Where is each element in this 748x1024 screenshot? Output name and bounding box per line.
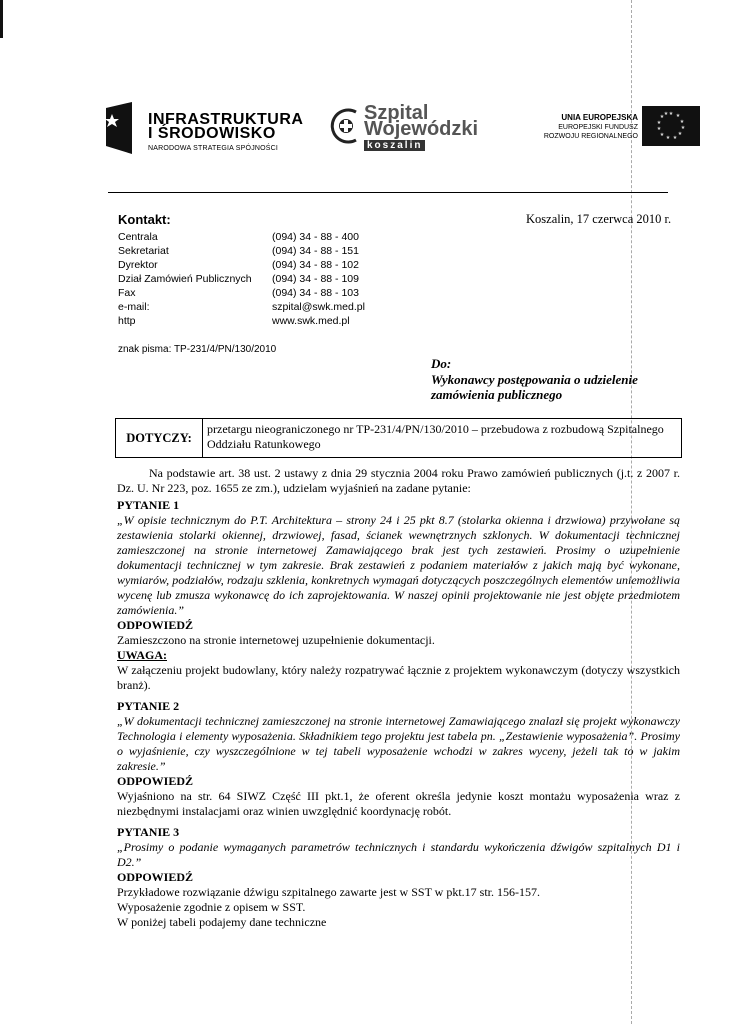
question-1-text: „W opisie technicznym do P.T. Architektura – strony 24 i 25 pkt 8.7 (stolarka okienna i drzwiowa) przywołane są zestawienia stolarki okiennej, drzwiowej, fasad, ścianek wewnętrznych szklonych. W dokumentacji technicznej zamieszczonej na stronie internetowej Zamawiającego brak jest tych zestawień. Prosimy o uzupełnienie dokumentacji technicznej w tym zakresie. Brak zestawień z podaniem materiałów z jakich mają być wykonane, wymiarów, podziałów, rodzaju szklenia, konkretnych wymagań dotyczących poszczególnych elementów uniemożliwia wycenę lub zmusza wykonawcę do ich zaprojektowania. W naszej opinii projektowanie nie jest objęte przedmiotem zamówienia.”	[117, 513, 680, 617]
letter-body	[117, 466, 680, 930]
infrastruktura-title-1: INFRASTRUKTURA	[148, 111, 304, 128]
reference-number: znak pisma: TP-231/4/PN/130/2010	[118, 344, 277, 355]
contact-row: Sekretariat (094) 34 - 88 - 151	[118, 245, 359, 257]
eu-title: UNIA EUROPEJSKA	[561, 113, 638, 122]
contact-row: Dział Zamówień Publicznych (094) 34 - 88 - 109	[118, 273, 359, 285]
note-text: W załączeniu projekt budowlany, który należy rozpatrywać łącznie z projektem wykonawczym (dotyczy wszystkich branż).	[117, 663, 680, 692]
question-3-text: „Prosimy o podanie wymaganych parametrów technicznych i standardu wykończenia dźwigów szpitalnych D1 i D2.”	[117, 840, 680, 869]
scan-edge-mark	[0, 0, 3, 38]
intro-paragraph: Na podstawie art. 38 ust. 2 ustawy z dnia 29 stycznia 2004 roku Prawo zamówień publicznych (j.t. z 2007 r. Dz. U. Nr 223, poz. 1655 ze zm.), udzielam wyjaśnień na zadane pytanie:	[117, 466, 680, 495]
svg-text:★: ★	[672, 135, 678, 141]
svg-text:★: ★	[656, 126, 662, 132]
eu-flag-icon	[642, 106, 700, 146]
recipient-line2: zamówienia publicznego	[431, 387, 563, 402]
subject-label: DOTYCZY:	[116, 419, 203, 457]
infrastruktura-subtitle: NARODOWA STRATEGIA SPÓJNOŚCI	[148, 145, 279, 152]
svg-text:★: ★	[675, 113, 681, 119]
subject-box	[115, 418, 682, 458]
subject-text: przetargu nieograniczonego nr TP-231/4/PN/130/2010 – przebudowa z rozbudową Szpitalnego Oddziału Ratunkowego	[207, 422, 664, 451]
question-2-title: PYTANIE 2	[117, 699, 180, 713]
contact-row: http www.swk.med.pl	[118, 315, 350, 327]
recipient-line1: Wykonawcy postępowania o udzielenie	[431, 372, 638, 387]
eu-fund-line2: ROZWOJU REGIONALNEGO	[543, 133, 638, 140]
contact-row: e-mail: szpital@swk.med.pl	[118, 301, 365, 313]
question-1-title: PYTANIE 1	[117, 498, 180, 512]
hospital-name-line1: Szpital	[364, 102, 429, 124]
answer-3-line2: Wyposażenie zgodnie z opisem w SST.	[117, 900, 306, 914]
hospital-name-line3: koszalin	[364, 140, 425, 151]
answer-1-title: ODPOWIEDŹ	[117, 618, 194, 632]
question-2-text: „W dokumentacji technicznej zamieszczonej na stronie internetowej Zamawiającego znalazł się projekt wykonawczy Technologia i elementy wyposażenia. Składnikiem tego projektu jest tabela pn. „Zestawienie wyposażenia”. Prosimy o wyjaśnienie, czy wyszczególnione w tej tabeli wyposażenie wchodzi w zakres wyceny, jeżeli tak to w jakim zakresie.”	[117, 714, 680, 773]
contact-row: Fax (094) 34 - 88 - 103	[118, 287, 359, 299]
contact-row: Dyrektor (094) 34 - 88 - 102	[118, 259, 359, 271]
letter-date: Koszalin, 17 czerwca 2010 r.	[526, 212, 672, 226]
svg-text:★: ★	[659, 114, 665, 120]
answer-3-line3: W poniżej tabeli podajemy dane techniczne	[117, 915, 327, 929]
svg-text:★: ★	[679, 119, 685, 125]
infrastruktura-title-2: I ŚRODOWISKO	[148, 125, 276, 142]
contact-row: Centrala (094) 34 - 88 - 400	[118, 231, 359, 243]
contact-title: Kontakt:	[118, 212, 171, 227]
answer-2-title: ODPOWIEDŹ	[117, 774, 194, 788]
eu-fund-line: EUROPEJSKI FUNDUSZ	[558, 124, 638, 131]
answer-2-text: Wyjaśniono na str. 64 SIWZ Część III pkt.1, że oferent określa jedynie koszt montażu wyposażenia wraz z niezbędnymi instalacjami oraz winien uwzględnić koordynację robót.	[117, 789, 680, 818]
svg-text:★: ★	[659, 132, 665, 138]
svg-text:★: ★	[677, 131, 683, 137]
infrastruktura-logo-icon	[104, 102, 134, 154]
svg-text:★: ★	[663, 111, 669, 117]
svg-text:★: ★	[656, 120, 662, 126]
svg-text:★: ★	[665, 135, 671, 141]
eu-text	[544, 113, 638, 141]
answer-3-line1: Przykładowe rozwiązanie dźwigu szpitalnego zawarte jest w SST w pkt.17 str. 156-157.	[117, 885, 541, 899]
answer-3-title: ODPOWIEDŹ	[117, 870, 194, 884]
answer-1-text: Zamieszczono na stronie internetowej uzupełnienie dokumentacji.	[117, 633, 435, 647]
svg-text:★: ★	[680, 125, 686, 131]
hospital-name-line2: Wojewódzki	[364, 118, 479, 140]
svg-text:★: ★	[668, 111, 674, 117]
recipient-to: Do:	[431, 356, 452, 371]
hospital-logo-icon	[326, 106, 364, 146]
header-divider	[108, 192, 668, 193]
note-title: UWAGA:	[117, 648, 167, 662]
question-3-title: PYTANIE 3	[117, 825, 180, 839]
